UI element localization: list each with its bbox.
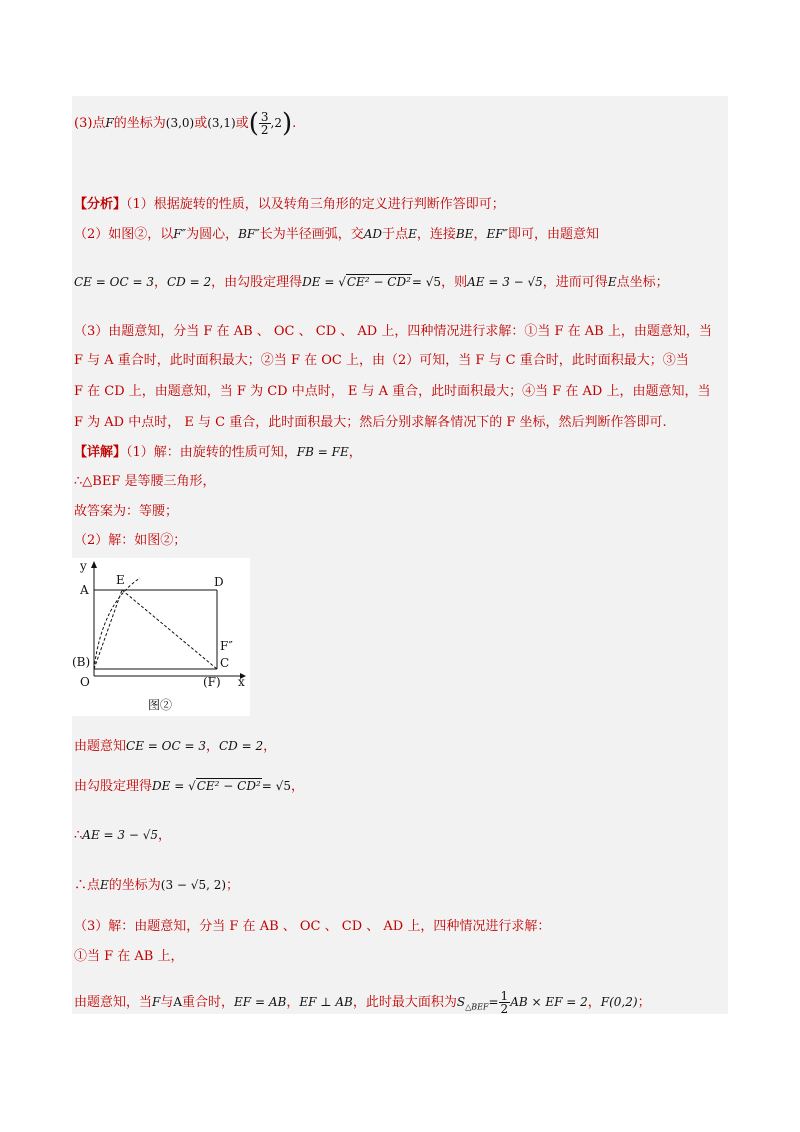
label-E: E [116, 573, 125, 587]
math-var: E [607, 275, 617, 289]
analysis-line-1 [74, 196, 505, 214]
equation: DE = [302, 275, 335, 289]
detail-line-1 [74, 443, 362, 462]
numerator: 1 [500, 989, 509, 1003]
radicand: CE² − CD² [196, 779, 261, 793]
text: 故答案为：等腰； [74, 504, 179, 519]
text: ，由勾股定理得 [211, 275, 303, 290]
math-var: E [100, 878, 109, 892]
denominator: 2 [260, 123, 269, 137]
text: ， [263, 739, 277, 754]
math-var: F″ [173, 227, 187, 241]
analysis-line-5 [74, 352, 689, 370]
equation: CE = OC = 3 [74, 275, 154, 289]
paren-close: ) [281, 108, 293, 139]
text: 由题意知 [74, 739, 127, 754]
equation: DE = [152, 779, 185, 793]
equation: AE = 3 − √5 [82, 828, 158, 842]
coord: F(0,2) [600, 995, 638, 1009]
equation: = √5 [411, 275, 442, 289]
math-var: F [152, 995, 161, 1009]
label-y: y [80, 559, 87, 573]
coord: (3 − √5, 2) [160, 878, 227, 892]
segment-BE [94, 590, 122, 669]
sol2-line-2: 由勾股定理得DE = √CE² − CD²= √5， [74, 779, 304, 794]
figure-2 [72, 558, 250, 716]
sol2-line-3 [74, 826, 171, 845]
text: 由题意知，当 [74, 995, 153, 1010]
equation: CD = 2 [166, 275, 212, 289]
text: ； [637, 995, 651, 1010]
text: ∴△BEF 是等腰三角形， [74, 474, 216, 489]
math-var: S [456, 995, 466, 1009]
text: (3)点 [74, 116, 106, 131]
label-F: (F) [203, 675, 221, 689]
y-axis-arrow [91, 561, 97, 568]
text: F 为 AD 中点时， E 与 C 重合，此时面积最大；然后分别求解各情况下的 F 坐标，然后判断作答即可. [74, 415, 667, 430]
coord-2: (3,1) [207, 116, 236, 130]
text: 或 [194, 116, 208, 131]
segment-EF [122, 590, 217, 669]
analysis-line-2 [74, 225, 599, 244]
text: ， [205, 739, 219, 754]
arc [94, 578, 140, 669]
label-O: O [80, 675, 90, 689]
text: 的坐标为 [113, 116, 166, 131]
math-var: F [105, 116, 114, 130]
sol3-line-1 [74, 918, 550, 936]
detail-line-2 [74, 473, 215, 491]
text: ，此时最大面积为 [352, 995, 457, 1010]
fraction [259, 111, 271, 136]
text: ①当 F 在 AB 上， [74, 949, 184, 964]
equation: = √5 [261, 779, 291, 793]
sol2-line-1 [74, 737, 276, 756]
text: ， [348, 445, 362, 460]
detail-tag: 【详解】 [74, 445, 127, 460]
label-B: (B) [72, 655, 91, 669]
text: ， [153, 275, 167, 290]
text: 与 [160, 995, 174, 1010]
equation: FB = FE [296, 445, 349, 459]
label-A: A [80, 583, 89, 597]
equation: AB × EF = 2 [510, 995, 588, 1009]
text: （1）解：由旋转的性质可知， [126, 445, 297, 460]
detail-line-3 [74, 503, 178, 521]
fraction [499, 990, 511, 1015]
text: （2）解：如图②； [74, 533, 187, 548]
math-var: EF″ [486, 227, 509, 241]
text: 点坐标； [616, 275, 669, 290]
text: 重合时， [182, 995, 235, 1010]
text: ，则 [441, 275, 468, 290]
analysis-line-3: CE = OC = 3，CD = 2，由勾股定理得DE = √CE² − CD²= √5，则AE = 3 − √5，进而可得E点坐标； [74, 275, 669, 290]
math-var: BE [455, 227, 474, 241]
text: 为圆心， [186, 227, 239, 242]
analysis-line-6 [74, 383, 710, 401]
math-var: E [408, 227, 417, 241]
math-var: BF″ [238, 227, 260, 241]
analysis-line-4 [74, 323, 712, 341]
text: ∴点 [74, 878, 101, 893]
text: ， [286, 995, 300, 1010]
subscript: △BEF [465, 1002, 489, 1012]
text: 的坐标为 [108, 878, 161, 893]
figure-svg [72, 558, 250, 716]
analysis-line-7 [74, 414, 667, 432]
text: 于点 [382, 227, 409, 242]
label-x: x [238, 675, 245, 689]
equation: CD = 2 [219, 739, 264, 753]
coord-3-rest: ,2 [270, 116, 282, 130]
paren-open: ( [248, 108, 259, 139]
text: （3）由题意知，分当 F 在 AB 、 OC 、 CD 、 AD 上，四种情况进行求解：①当 F 在 AB 上，由题意知，当 [74, 324, 712, 339]
text: ， [587, 995, 601, 1010]
text: 长为半径画弧，交 [259, 227, 364, 242]
text: ，进而可得 [542, 275, 608, 290]
coord-1: (3,0) [165, 116, 195, 130]
text: 即可，由题意知 [508, 227, 600, 242]
label-D: D [214, 575, 224, 589]
equation: = [488, 995, 499, 1009]
text: （2）如图②，以 [74, 227, 174, 242]
text: 由勾股定理得 [74, 779, 153, 794]
radicand: CE² − CD² [346, 275, 411, 289]
sol3-line-2 [74, 948, 184, 966]
text: 或 [235, 116, 249, 131]
text: ； [226, 878, 240, 893]
text: F 在 CD 上，由题意知，当 F 为 CD 中点时， E 与 A 重合，此时面积最大；④当 F 在 AD 上，由题意知，当 [74, 384, 711, 399]
text: （1）根据旋转的性质，以及转角三角形的定义进行判断作答即可； [126, 197, 505, 212]
numerator: 3 [260, 110, 269, 124]
text: ，连接 [416, 227, 456, 242]
equation: EF ⊥ AB [299, 995, 353, 1009]
text: （3）解：由题意知，分当 F 在 AB 、 OC 、 CD 、 AD 上，四种情况进行求解： [74, 919, 551, 934]
text: ， [473, 227, 487, 242]
label-C: C [220, 656, 230, 670]
math-var: A [173, 995, 183, 1009]
sol2-line-4 [74, 876, 239, 895]
text: ， [158, 828, 172, 843]
text: ， [290, 779, 304, 794]
label-F2: F″ [220, 639, 233, 653]
sol3-line-3 [74, 990, 651, 1017]
denominator: 2 [500, 1002, 509, 1016]
equation: AE = 3 − √5 [467, 275, 543, 289]
analysis-tag: 【分析】 [74, 197, 127, 212]
equation: EF = AB [234, 995, 287, 1009]
equation: CE = OC = 3 [126, 739, 206, 753]
text: . [292, 116, 297, 131]
detail-line-4 [74, 532, 186, 550]
text: ∴ [74, 828, 83, 843]
answer-line-3 [74, 108, 297, 139]
math-var: AD [363, 227, 383, 241]
text: F 与 A 重合时，此时面积最大；②当 F 在 OC 上，由（2）可知，当 F 与 C 重合时，此时面积最大；③当 [74, 353, 689, 368]
figure-caption: 图② [148, 698, 173, 712]
